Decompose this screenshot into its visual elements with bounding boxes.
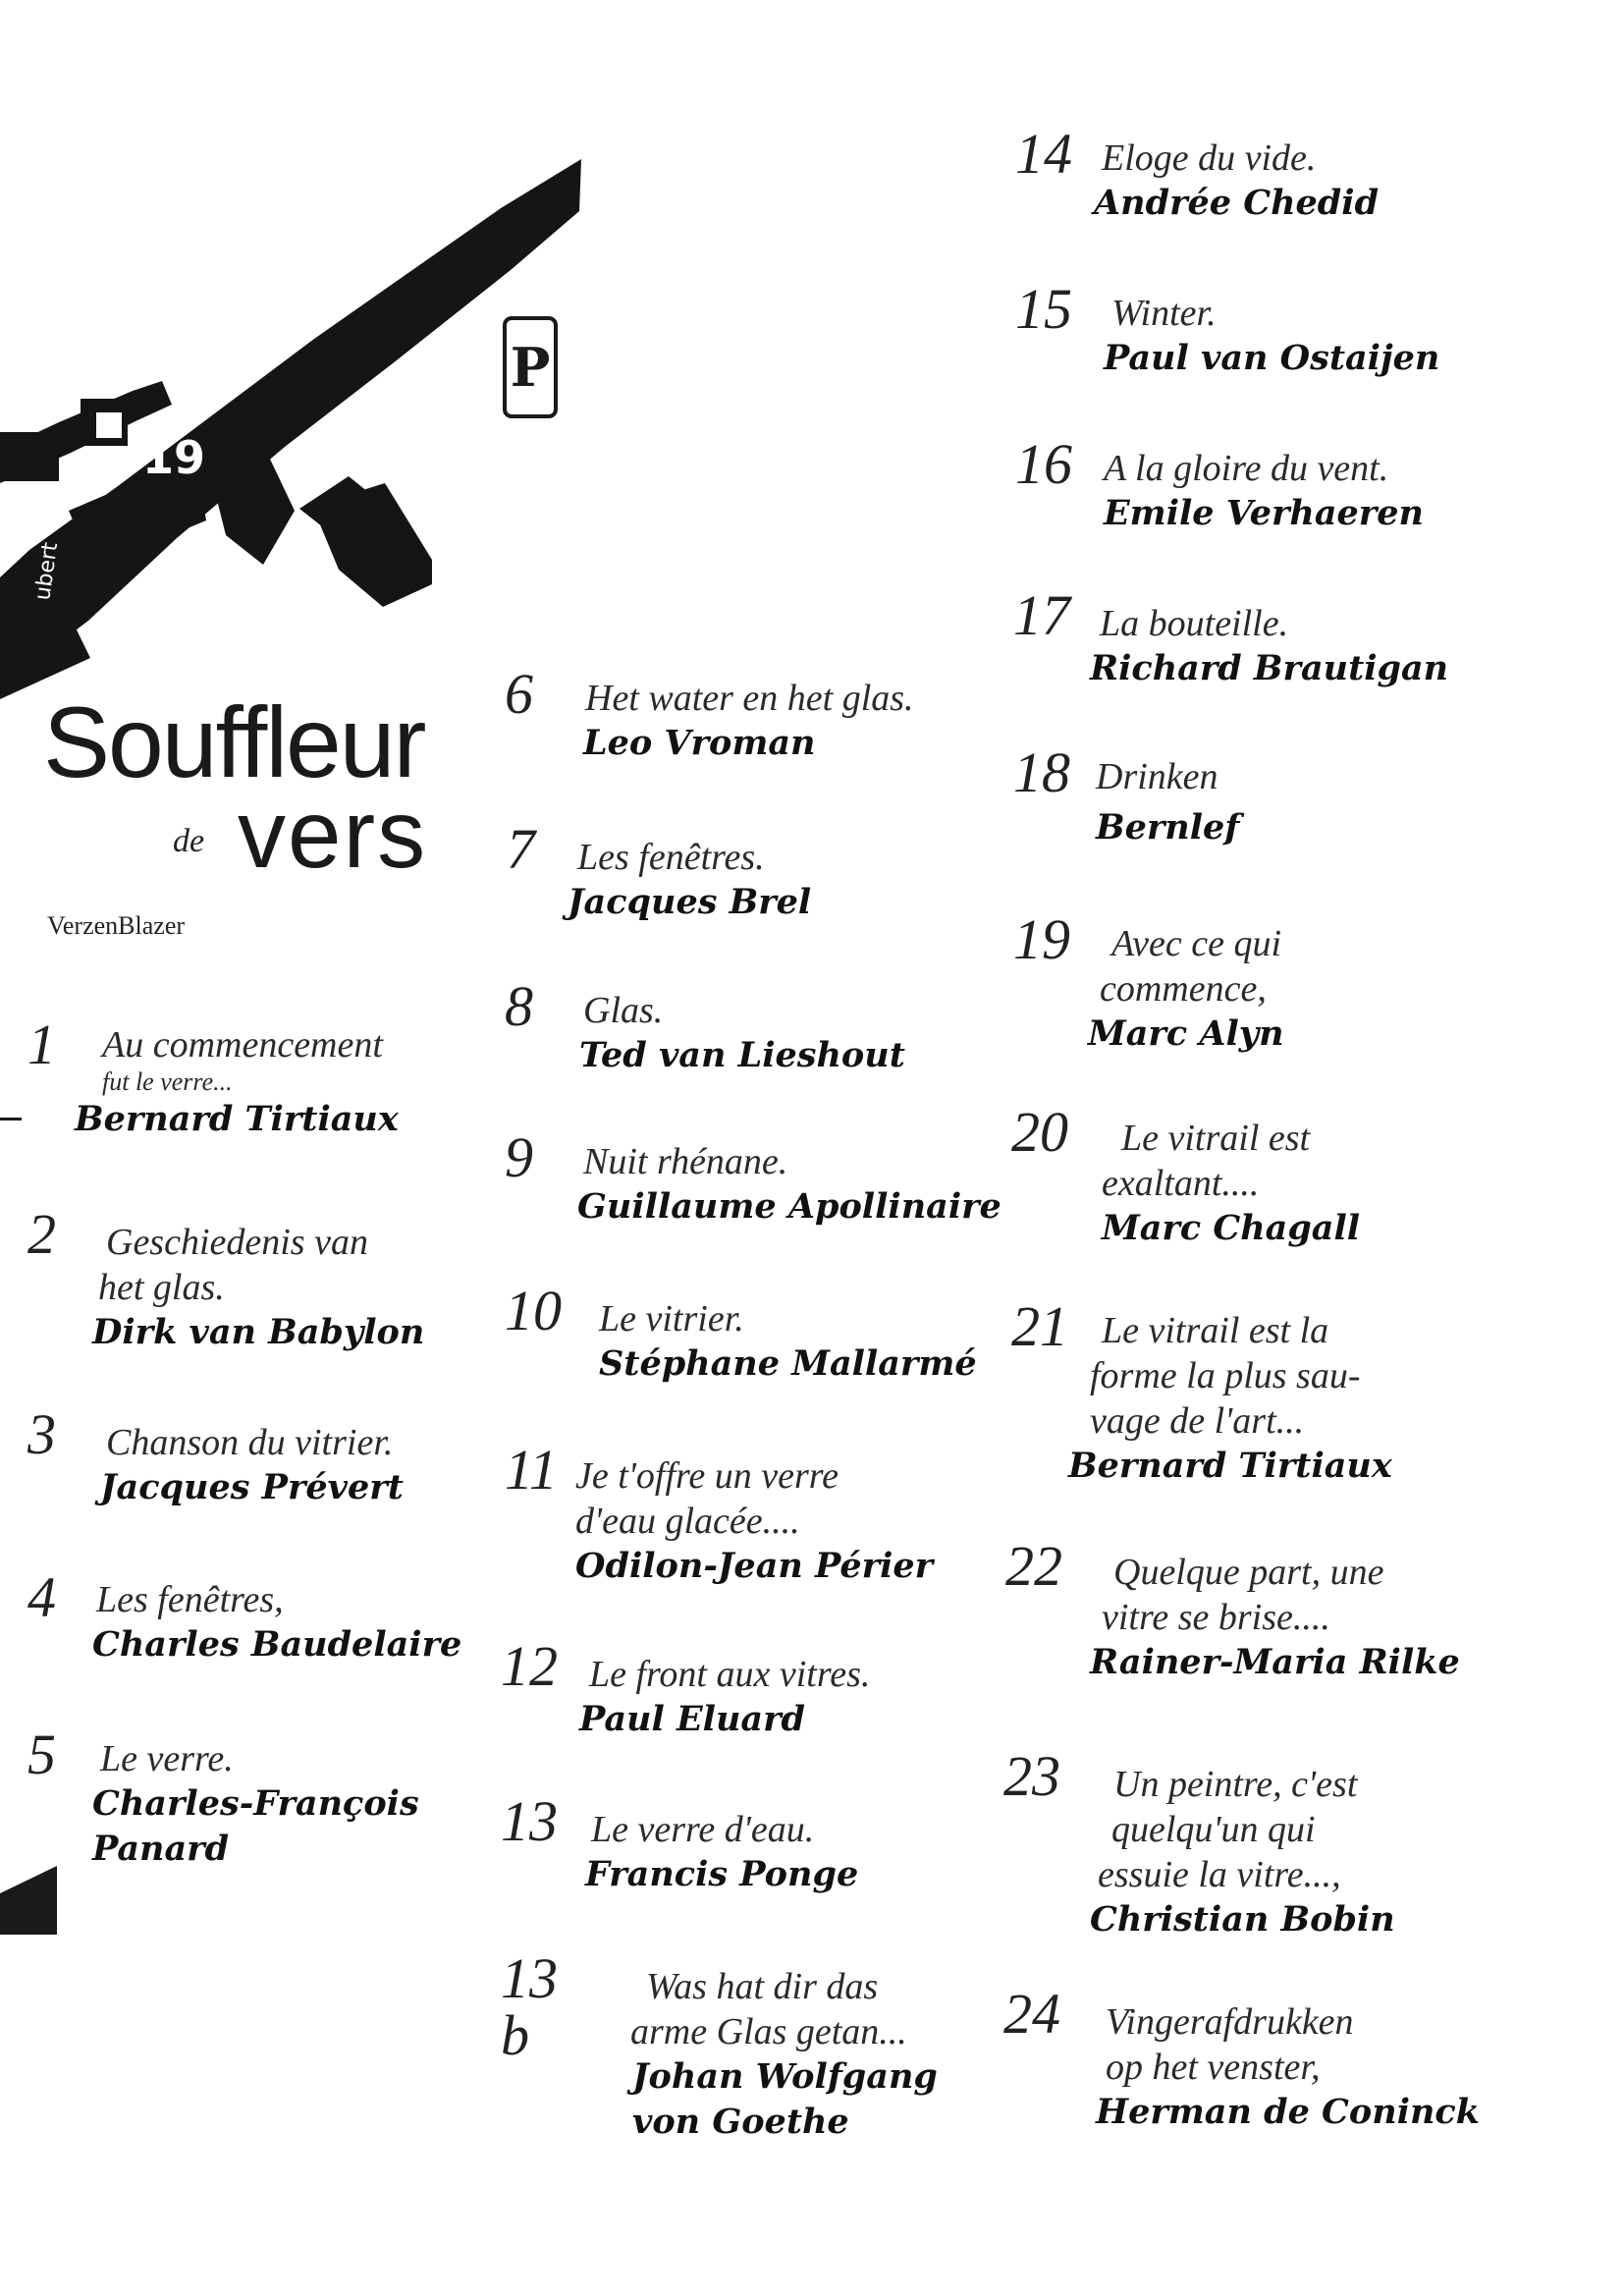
entry-author: Paul van Ostaijen	[1104, 338, 1440, 378]
entry-title: d'eau glacée....	[575, 1501, 800, 1542]
entry-number: 12	[501, 1634, 558, 1698]
entry-number: 11	[505, 1438, 558, 1502]
entry-number: 22	[1005, 1534, 1062, 1598]
entry-author: Andrée Chedid	[1094, 183, 1380, 223]
entry-author: Bernard Tirtiaux	[75, 1099, 399, 1139]
entry-title: Avec ce qui	[1111, 923, 1282, 964]
entry-title: Le front aux vitres.	[589, 1654, 871, 1695]
entry-author: Odilon-Jean Périer	[575, 1546, 934, 1586]
parking-sign	[503, 316, 558, 418]
entry-title: Le verre d'eau.	[591, 1809, 815, 1850]
entry-author: Leo Vroman	[583, 723, 816, 763]
entry-title: La bouteille.	[1100, 603, 1289, 644]
entry-number: 7	[507, 817, 535, 881]
entry-author: Charles Baudelaire	[92, 1624, 462, 1665]
entry-number: 13	[501, 1789, 558, 1853]
entry-author: Marc Chagall	[1102, 1208, 1361, 1248]
entry-title: Het water en het glas.	[585, 678, 914, 719]
entry-title: arme Glas getan...	[630, 2011, 907, 2052]
entry-number: 21	[1011, 1294, 1068, 1358]
entry-title: fut le verre...	[102, 1067, 233, 1096]
left-edge-block	[0, 1866, 57, 1935]
entry-author: Rainer-Maria Rilke	[1090, 1642, 1460, 1682]
left-edge-mark	[0, 1118, 22, 1121]
map-number-label: 19	[142, 431, 206, 484]
entry-title: het glas.	[98, 1267, 225, 1308]
entry-author: Herman de Coninck	[1096, 2092, 1480, 2132]
entry-number: 18	[1013, 740, 1070, 804]
entry-number: 15	[1015, 277, 1072, 341]
entry-author: Jacques Prévert	[100, 1467, 404, 1507]
entry-title: Le verre.	[100, 1738, 234, 1779]
entry-number: 4	[27, 1565, 56, 1629]
entry-number: 19	[1013, 907, 1070, 971]
entry-author: Marc Alyn	[1088, 1013, 1284, 1054]
entry-author: Jacques Brel	[568, 882, 812, 922]
entry-title: Geschiedenis van	[106, 1222, 368, 1263]
entry-title: Winter.	[1111, 293, 1217, 334]
entry-title: Nuit rhénane.	[583, 1141, 788, 1182]
entry-author: Bernard Tirtiaux	[1068, 1446, 1392, 1486]
entry-number: 9	[505, 1125, 533, 1189]
entry-number: 14	[1015, 122, 1072, 186]
entry-author: Stéphane Mallarmé	[599, 1343, 977, 1384]
entry-number: 3	[27, 1402, 56, 1466]
entry-author: Ted van Lieshout	[579, 1035, 905, 1075]
parking-label: P	[510, 336, 551, 399]
entry-title: Le vitrail est la	[1102, 1310, 1329, 1351]
entry-author: Francis Ponge	[585, 1854, 859, 1894]
entry-title: forme la plus sau-	[1090, 1355, 1361, 1396]
building	[96, 412, 122, 438]
entry-author: Dirk van Babylon	[92, 1312, 425, 1352]
entry-author: von Goethe	[632, 2102, 849, 2142]
brand-title: Souffleur	[43, 686, 425, 798]
entry-title: Le vitrier.	[599, 1298, 744, 1339]
entry-author: Charles-François	[92, 1783, 419, 1824]
entry-title: vage de l'art...	[1090, 1400, 1305, 1442]
entry-author: Johan Wolfgang	[632, 2056, 938, 2097]
entry-number: 20	[1011, 1100, 1068, 1164]
entry-number: 5	[27, 1722, 56, 1786]
entry-title: Quelque part, une	[1113, 1552, 1384, 1593]
entry-title: commence,	[1100, 968, 1267, 1010]
entry-title: Le vitrail est	[1121, 1118, 1311, 1159]
brand-vers: vers	[238, 780, 428, 888]
entry-author: Guillaume Apollinaire	[577, 1186, 1001, 1227]
entry-number: 23	[1003, 1744, 1060, 1808]
entry-title: Eloge du vide.	[1102, 137, 1317, 179]
entry-number: 17	[1013, 583, 1070, 647]
entry-title: Was hat dir das	[646, 1966, 879, 2007]
entry-number: 16	[1015, 432, 1072, 496]
entry-title: Un peintre, c'est	[1113, 1764, 1358, 1805]
entry-number: 24	[1003, 1982, 1060, 2046]
entry-number: 13 b	[501, 1946, 558, 2067]
entry-number: 6	[505, 662, 533, 726]
entry-title: exaltant....	[1102, 1163, 1260, 1204]
entry-number: 8	[505, 974, 533, 1038]
entry-title: A la gloire du vent.	[1104, 448, 1389, 489]
entry-title: Je t'offre un verre	[575, 1455, 839, 1497]
entry-author: Paul Eluard	[579, 1699, 805, 1739]
entry-title: Les fenêtres.	[577, 837, 765, 878]
entry-title: Glas.	[583, 990, 664, 1031]
entry-title: vitre se brise....	[1102, 1597, 1330, 1638]
entry-title: Chanson du vitrier.	[106, 1422, 394, 1463]
entry-number: 1	[27, 1012, 56, 1076]
entry-author: Christian Bobin	[1090, 1899, 1395, 1940]
entry-author: Richard Brautigan	[1090, 648, 1449, 688]
building	[312, 483, 432, 607]
entry-title: op het venster,	[1106, 2047, 1321, 2088]
entry-title: Au commencement	[102, 1024, 383, 1066]
entry-number: 2	[27, 1202, 56, 1266]
brand-subtitle: VerzenBlazer	[47, 911, 186, 940]
brand-de: de	[173, 823, 205, 859]
building	[0, 432, 59, 481]
entry-number: 10	[505, 1279, 562, 1342]
entry-author: Panard	[92, 1829, 230, 1869]
entry-title: Les fenêtres,	[96, 1579, 284, 1620]
entry-author: Emile Verhaeren	[1104, 493, 1424, 533]
map-street-label: ubert	[30, 540, 64, 602]
entry-author: Bernlef	[1096, 807, 1240, 847]
entry-title: quelqu'un qui	[1111, 1809, 1316, 1850]
entry-title: Drinken	[1096, 756, 1218, 797]
entry-title: essuie la vitre...,	[1098, 1854, 1341, 1895]
entry-title: Vingerafdrukken	[1106, 2001, 1354, 2043]
building	[206, 432, 295, 565]
